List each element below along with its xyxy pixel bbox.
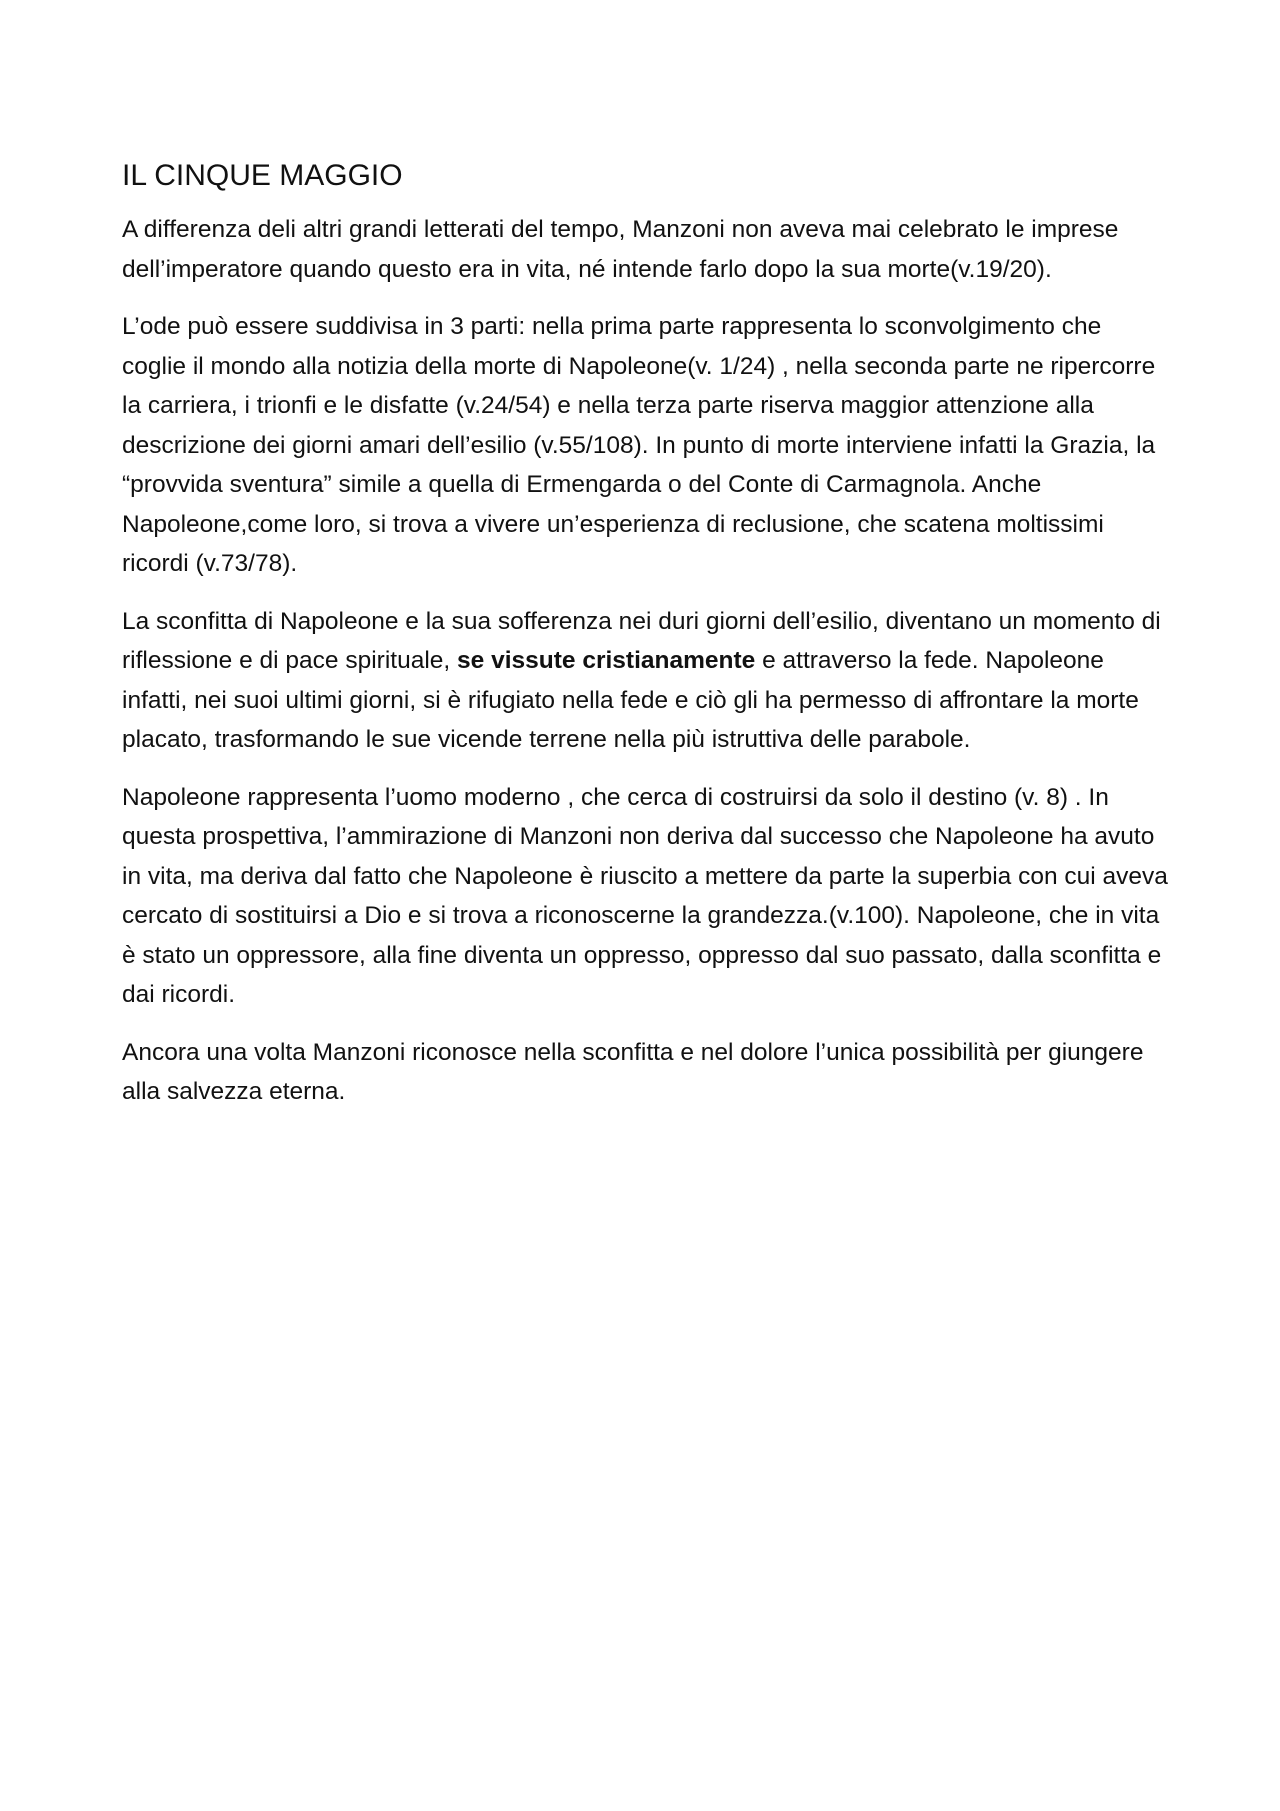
paragraph-modern-man: Napoleone rappresenta l’uomo moderno , che cerca di costruirsi da solo il destino (v. 8) . In questa prospettiva, l’ammirazione di Manzoni non deriva dal successo che Napoleone ha avuto in vita, ma deriva dal fatto che Napoleone è riuscito a mettere da parte la superbia con cui aveva cercato di sostituirsi a Dio e si trova a riconoscerne la grandezza.(v.100). Napoleone, che in vita è stato un oppressore, alla fine diventa un oppresso, oppresso dal suo passato, dalla sconfitta e dai ricordi. — [122, 783, 1168, 1008]
paragraph-defeat-start: La sconfitta di Napoleone e la sua sofferenza nei duri giorni dell’esilio, diventano un momento di riflessione e di pace spirituale, — [122, 607, 1161, 674]
paragraph-structure: L’ode può essere suddivisa in 3 parti: nella prima parte rappresenta lo sconvolgimento che coglie il mondo alla notizia della morte di Napoleone(v. 1/24) , nella seconda parte ne ripercorre la carriera, i trionfi e le disfatte (v.24/54) e nella terza parte riserva maggior attenzione alla descrizione dei giorni amari dell’esilio (v.55/108). In punto di morte interviene infatti la Grazia, la “provvida sventura” simile a quella di Ermengarda o del Conte di Carmagnola. Anche Napoleone,come loro, si trova a vivere un’esperienza di reclusione, che scatena moltissimi ricordi (v.73/78). — [122, 313, 1156, 577]
document-title: IL CINQUE MAGGIO — [122, 159, 403, 192]
paragraph-intro: A differenza deli altri grandi letterati del tempo, Manzoni non aveva mai celebrato le imprese dell’imperatore quando questo era in vita, né intende farlo dopo la sua morte(v.19/20). — [122, 216, 1119, 283]
paragraph-defeat-end: e attraverso la fede. Napoleone infatti, nei suoi ultimi giorni, si è rifugiato nella fede e ciò gli ha permesso di affrontare la morte placato, trasformando le sue vicende terrene nella più istruttiva delle parabole. — [122, 647, 1139, 753]
paragraph-defeat-bold: se vissute cristianamente — [457, 647, 756, 674]
paragraph-defeat — [122, 602, 1172, 760]
paragraph-conclusion: Ancora una volta Manzoni riconosce nella sconfitta e nel dolore l’unica possibilità per giungere alla salvezza eterna. — [122, 1038, 1144, 1105]
document-body — [122, 156, 1172, 1130]
